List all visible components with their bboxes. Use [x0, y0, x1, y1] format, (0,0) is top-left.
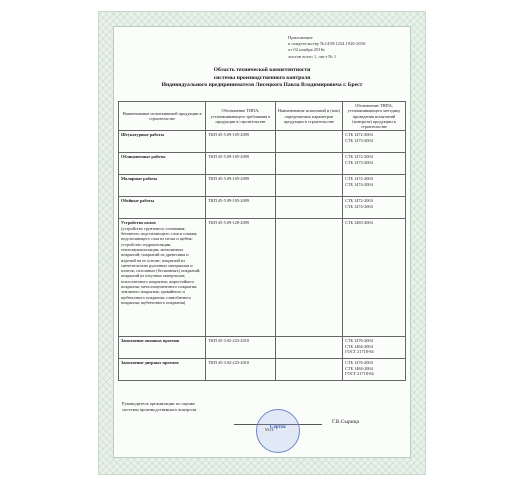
appendix-line: к свидетельству №1439/1234.1926-2016 — [288, 41, 366, 47]
cell-params — [275, 219, 342, 337]
role-line: системы производственного контроля — [122, 407, 197, 413]
table-row — [119, 337, 406, 359]
cell-work-type — [119, 219, 206, 337]
cell-params — [275, 131, 342, 153]
cell-work-type — [119, 153, 206, 175]
table-row — [119, 153, 406, 175]
title-line: Индивидуального предпринимателя Лисецкого Павла Владимировича г. Брест — [161, 82, 363, 88]
work-type-label: Облицовочные работы — [121, 154, 166, 160]
col-header-method: Обозначение ТНПА, устанавливающего методику проведения испытаний (контроля) продукции в строительстве — [343, 102, 406, 131]
certificate-sheet — [99, 12, 425, 474]
stamp-place-label: М.П. — [265, 427, 275, 432]
cell-method: СТБ 1472-2004 СТБ 1474-2004 — [343, 175, 406, 197]
cell-params — [275, 359, 342, 381]
appendix-line: Приложение — [288, 35, 313, 40]
cell-tnpa: ТКП 45-5.09-105-2009 — [206, 197, 276, 219]
stamp-text: Сертис — [269, 425, 287, 430]
cell-method: СТБ 1472-2004 СТБ 1473-2004 — [343, 153, 406, 175]
cell-params — [275, 153, 342, 175]
document-title — [114, 67, 410, 90]
cell-method: СТБ 1483-2004 — [343, 219, 406, 337]
stamp-seal — [256, 409, 300, 453]
work-type-label: Устройство полов — [121, 220, 156, 226]
table-row — [119, 131, 406, 153]
work-type-label: Штукатурные работы — [121, 132, 164, 138]
cell-params — [275, 175, 342, 197]
cell-method: СТБ 1476-2004 СТБ 1484-2004 ГОСТ 21718-84 — [343, 337, 406, 359]
cell-method: СТБ 1476-2004 СТБ 1484-2004 ГОСТ 21718-84 — [343, 359, 406, 381]
title-line: Область технической компетентности — [213, 67, 311, 73]
appendix-line: от 02 ноября 2016г. — [288, 47, 326, 53]
col-header-product: Наименование испытываемой продукции в строительстве — [119, 102, 206, 131]
work-type-label: Заполнение оконных проемов — [121, 338, 180, 344]
table-row — [119, 197, 406, 219]
work-type-label: Обойные работы — [121, 198, 155, 204]
cell-method: СТБ 1472-2004 СТБ 1474-2004 — [343, 197, 406, 219]
table-body — [119, 131, 406, 381]
signatory-name: Г.В.Сырица — [332, 419, 359, 425]
cell-work-type — [119, 131, 206, 153]
cell-params — [275, 197, 342, 219]
appendix-line: листов всего 1, лист № 1 — [288, 53, 337, 59]
document-body — [113, 26, 411, 458]
role-line: Руководитель организации по оценке — [122, 401, 195, 406]
cell-tnpa: ТКП 45-5.09-105-2009 — [206, 131, 276, 153]
work-type-label: Заполнение дверных проемов — [121, 360, 179, 366]
cell-work-type — [119, 337, 206, 359]
col-header-tests: Наименование испытаний и (или) определяемых параметров продукции в строительстве — [275, 102, 342, 131]
cell-tnpa: ТКП 45-5.09-105-2009 — [206, 175, 276, 197]
work-description: (устройство грунтового основания; бетонного подстилающего слоя и стяжки; подстилающего слоя из песка и щебня; устройство гидроизоляции, теплозвукоизоляции; монолитных покрытий; покрытий из древесины и изделий на ее основе; покрытий из синтетических рулонных материалов и плиток; сплошных (бесшовных) покрытий; покрытий из штучных материалов; ксилолитового покрытия; жаростойкого покрытия; металлоцементного покрытия; земляного покрытия; гравийного и щебеночного покрытия; глинобитного покрытия; щебеночного покрытия) — [121, 225, 201, 305]
cell-work-type — [119, 175, 206, 197]
table-row — [119, 219, 406, 337]
competence-table — [118, 101, 406, 381]
cell-params — [275, 337, 342, 359]
cell-tnpa: ТКП 45-3.02-223-2010 — [206, 359, 276, 381]
table-row — [119, 359, 406, 381]
col-header-tnpa: Обозначение ТНПА, устанавливающего требования к продукции в строительстве — [206, 102, 276, 131]
signatory-role — [122, 401, 232, 413]
table-row — [119, 175, 406, 197]
title-line: системы производственного контроля — [213, 74, 311, 81]
work-type-label: Малярные работы — [121, 176, 158, 182]
cell-method: СТБ 1472-2004 СТБ 1473-2004 — [343, 131, 406, 153]
cell-work-type — [119, 359, 206, 381]
appendix-note — [288, 35, 398, 60]
cell-tnpa: ТКП 45-5.09-128-2009 — [206, 219, 276, 337]
table-header-row — [119, 102, 406, 131]
cell-tnpa: ТКП 45-3.02-223-2010 — [206, 337, 276, 359]
cell-work-type — [119, 197, 206, 219]
cell-tnpa: ТКП 45-5.09-105-2009 — [206, 153, 276, 175]
